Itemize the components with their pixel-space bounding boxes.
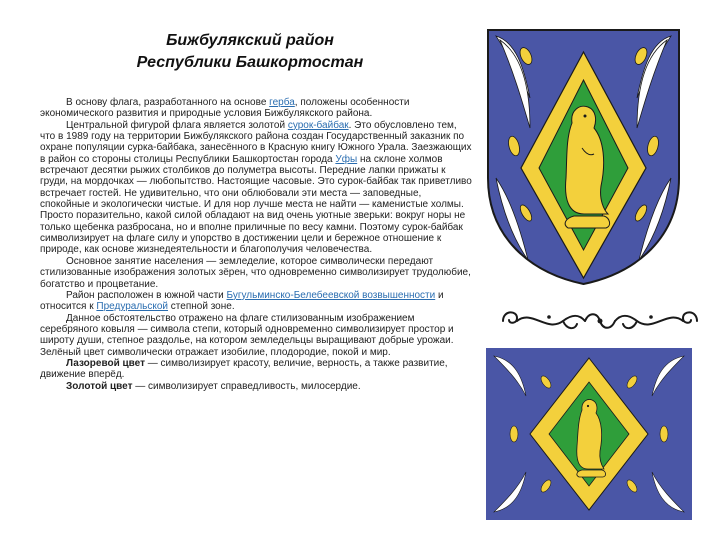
- text-run: степной зоне.: [168, 301, 235, 313]
- paragraph-2: [40, 120, 472, 256]
- flag-image: [486, 348, 692, 520]
- text-run: — символизирует справедливость, милосердие.: [132, 380, 361, 392]
- link-marmot[interactable]: сурок-байбак: [287, 119, 349, 131]
- paragraph-6: [40, 358, 472, 381]
- paragraph-1: [40, 97, 472, 120]
- text-run: Основное занятие населения — земледелие, которое символически передают стилизованные изображения золотых зёрен, что одновременно символизирует трудолюбие, богатство и процветание.: [40, 255, 471, 290]
- decorative-ornament: [497, 304, 703, 338]
- text-run: Район расположен в южной части: [66, 289, 227, 301]
- text-run: — символизирует красоту, величие, верность, а также развитие, движение вперёд.: [40, 357, 448, 381]
- link-cis-urals[interactable]: Предуральской: [96, 301, 169, 313]
- bold-term-azure: Лазоревой цвет: [66, 357, 145, 369]
- article-body: [40, 97, 472, 392]
- bold-term-gold: Золотой цвет: [66, 380, 133, 392]
- text-run: Данное обстоятельство отражено на флаге стилизованным изображением серебряного ковыля — символа степи, который одновременно символизирует простор и широту души, степное раздолье, на котором земледельцы выращивают добрые урожаи. Зелёный цвет символически отражает изобилие, плодородие, покой и мир.: [40, 312, 454, 358]
- paragraph-4: [40, 290, 472, 313]
- text-run: , положены особенности экономического развития и природные условия Бижбулякского района.: [40, 97, 410, 120]
- text-run: и относится к: [40, 289, 444, 313]
- paragraph-7: [40, 381, 472, 392]
- link-upland[interactable]: Бугульминско-Белебеевской возвышенности: [226, 289, 436, 301]
- paragraph-3: [40, 256, 472, 290]
- link-ufa[interactable]: Уфы: [335, 153, 358, 165]
- link-coat-of-arms[interactable]: герба: [269, 97, 295, 108]
- text-run: . Это обусловлено тем, что в 1989 году на территории Бижбулякского района создан Государственный заказник по охране популяции сурка-байбака, занесённого в Красную книгу Южного Урала. Заезжающих в район со стороны столицы Республики Башкортостан города: [40, 119, 472, 165]
- paragraph-5: [40, 313, 472, 358]
- page-title: [60, 30, 440, 74]
- title-line-1: Бижбулякский район: [166, 32, 334, 49]
- text-run: на склоне холмов встречают десятки рыжих столбиков до полуметра высоты. Передние лапки прижаты к груди, на мордочках — любопытство. Настоящие часовые. Это сурок-байбак так приветливо встречает гостей. Не удивительно, что они облюбовали эти места — заповедные, спокойные и экологически чистые. И для нор лучше места не найти — каменистые холмы. Просто поразительно, какой силой обладают на вид очень уютные зверьки: вокруг норы не только щебенка разбросана, но и вполне приличные по весу камни. Поэтому сурок-байбак символизирует на флаге силу и упорство в достижении цели и бережное отношение к природе, как основе жизнедеятельности и благополучия человечества.: [40, 153, 472, 256]
- text-run: Центральной фигурой флага является золотой: [66, 119, 288, 131]
- title-line-2: Республики Башкортостан: [136, 54, 364, 71]
- text-run: В основу флага, разработанного на основе: [66, 97, 270, 108]
- coat-of-arms-image: [486, 28, 681, 286]
